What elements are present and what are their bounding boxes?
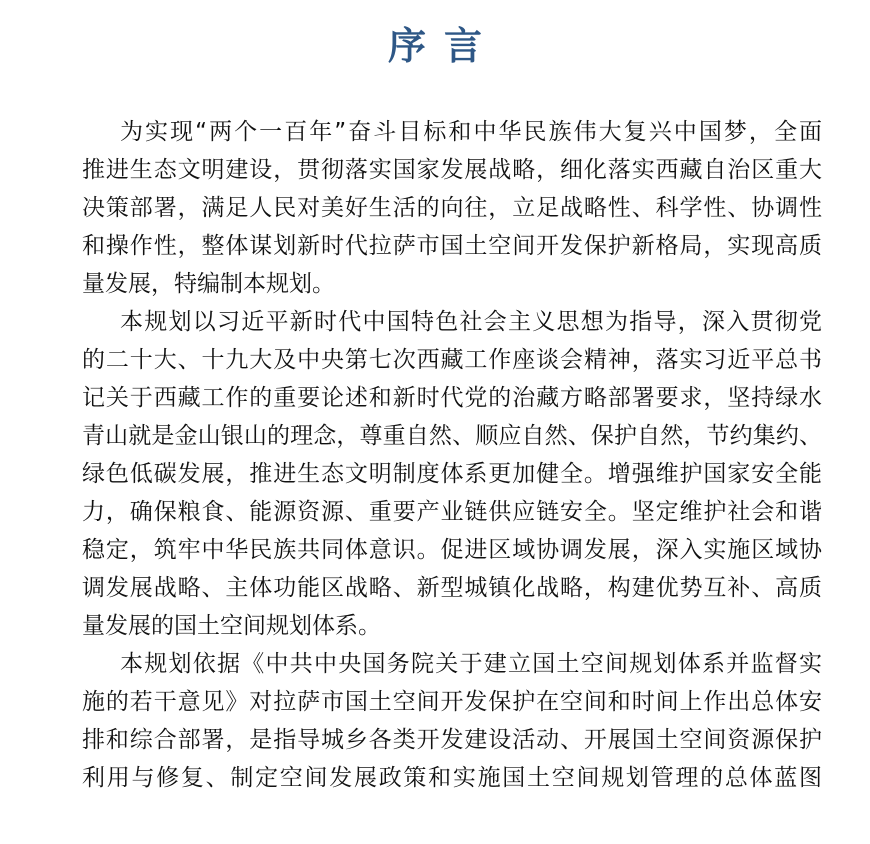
text-line: 利用与修复、制定空间发展政策和实施国土空间规划管理的总体蓝图	[82, 765, 822, 791]
text-line: 本规划以习近平新时代中国特色社会主义思想为指导，深入贯彻党	[120, 309, 822, 335]
text-line: 记关于西藏工作的重要论述和新时代党的治藏方略部署要求，坚持绿水	[82, 385, 822, 411]
text-line: 力，确保粮食、能源资源、重要产业链供应链安全。坚定维护社会和谐	[82, 499, 822, 525]
text-line: 推进生态文明建设，贯彻落实国家发展战略，细化落实西藏自治区重大	[82, 157, 822, 183]
text-line: 调发展战略、主体功能区战略、新型城镇化战略，构建优势互补、高质	[82, 575, 822, 601]
paragraph-3	[82, 645, 822, 797]
paragraph-1	[82, 113, 822, 303]
text-line: 施的若干意见》对拉萨市国土空间开发保护在空间和时间上作出总体安	[82, 689, 822, 715]
text-line: 为实现“两个一百年”奋斗目标和中华民族伟大复兴中国梦，全面	[120, 119, 822, 145]
text-line: 和操作性，整体谋划新时代拉萨市国土空间开发保护新格局，实现高质	[82, 233, 822, 259]
document-body	[82, 113, 822, 797]
text-line: 本规划依据《中共中央国务院关于建立国土空间规划体系并监督实	[120, 651, 822, 677]
text-line: 排和综合部署，是指导城乡各类开发建设活动、开展国土空间资源保护	[82, 727, 822, 753]
paragraph-2	[82, 303, 822, 645]
text-line: 青山就是金山银山的理念，尊重自然、顺应自然、保护自然，节约集约、	[82, 423, 822, 449]
text-line: 的二十大、十九大及中央第七次西藏工作座谈会精神，落实习近平总书	[82, 347, 822, 373]
text-line: 量发展的国土空间规划体系。	[82, 613, 381, 639]
text-line: 决策部署，满足人民对美好生活的向往，立足战略性、科学性、协调性	[82, 195, 822, 221]
text-line: 稳定，筑牢中华民族共同体意识。促进区域协调发展，深入实施区域协	[82, 537, 822, 563]
text-line: 量发展，特编制本规划。	[82, 271, 335, 297]
page-title: 序言	[387, 24, 500, 68]
text-line: 绿色低碳发展，推进生态文明制度体系更加健全。增强维护国家安全能	[82, 461, 822, 487]
